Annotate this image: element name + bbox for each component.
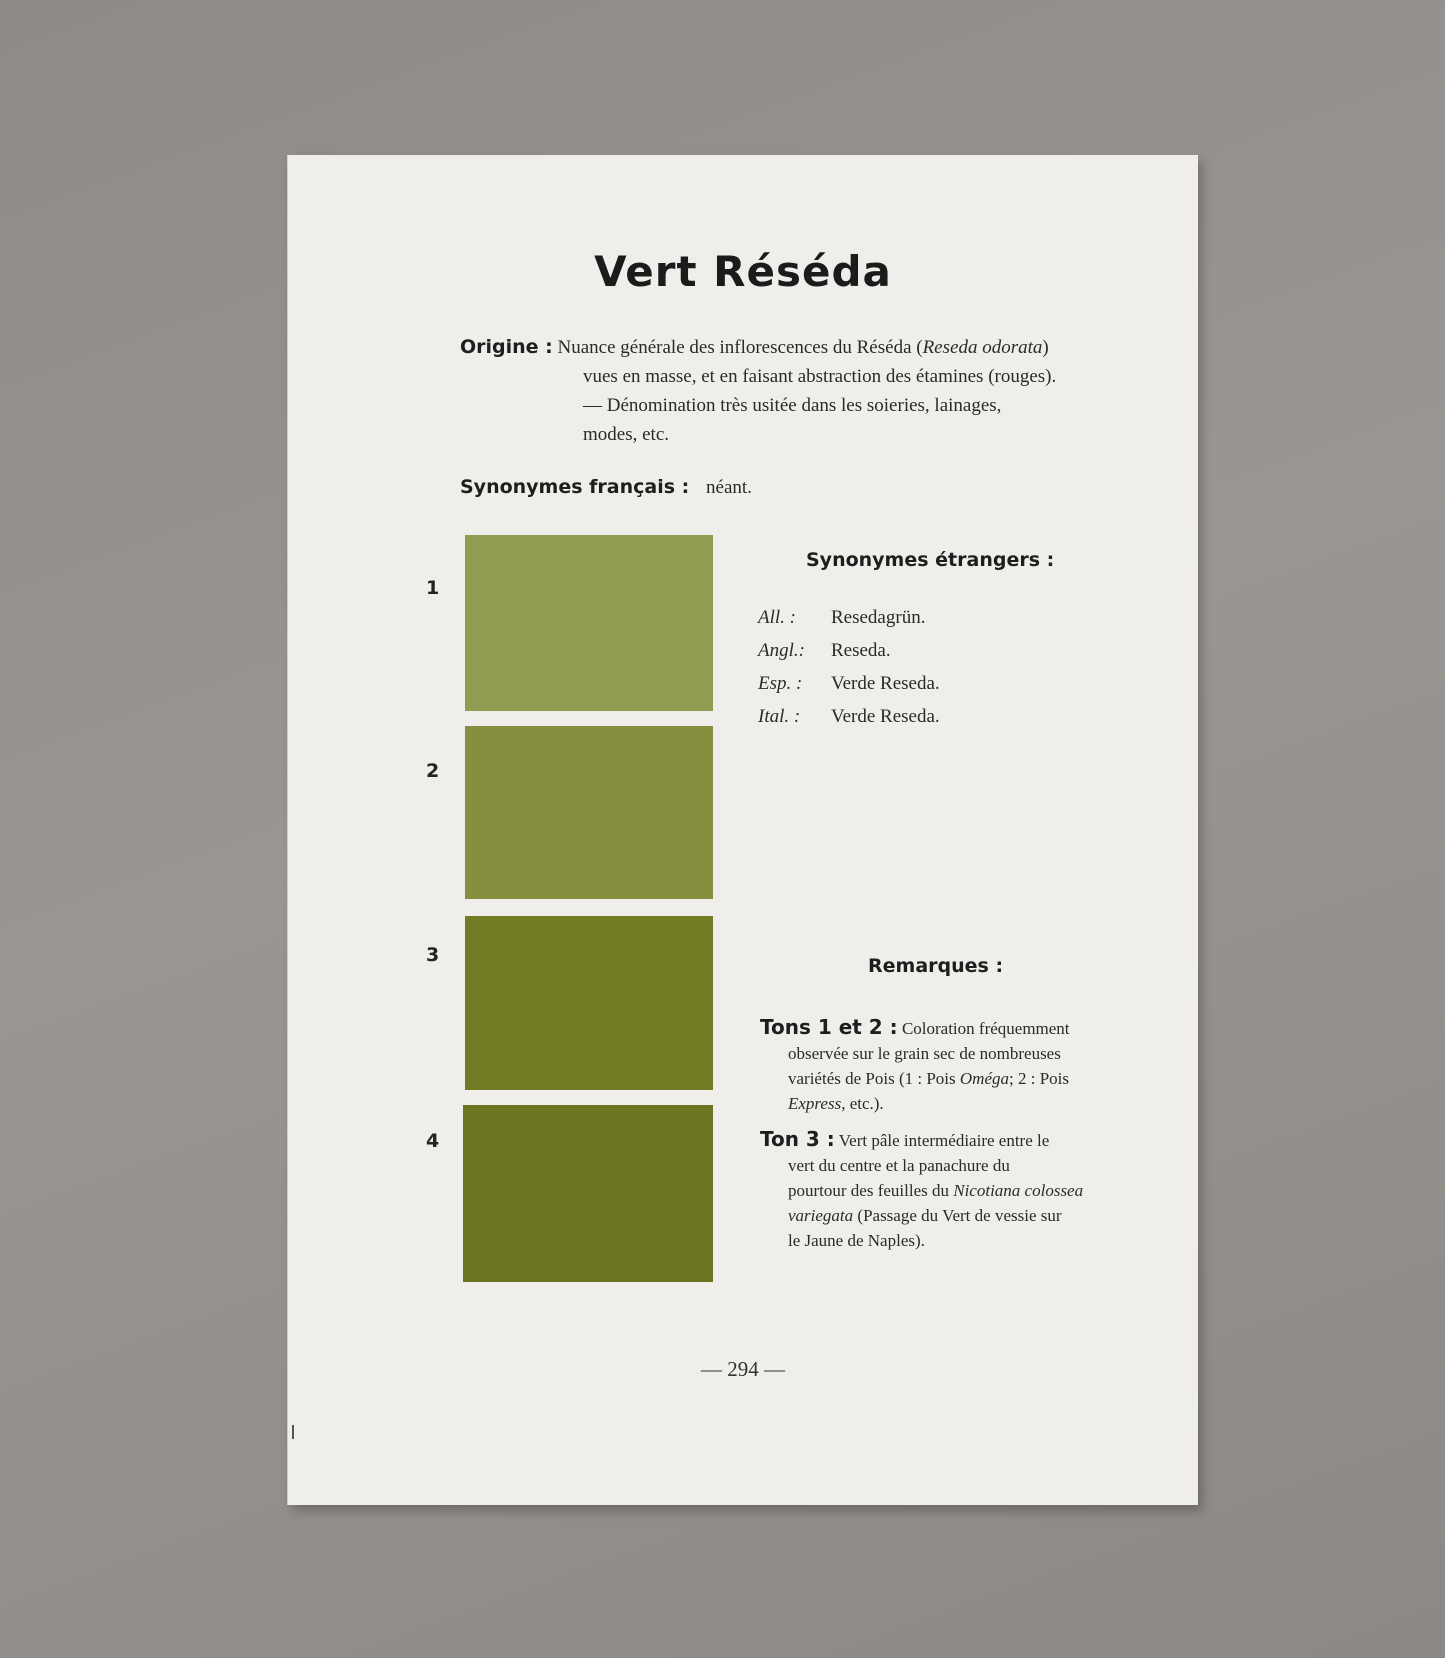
synonymes-etrangers-label: Synonymes étrangers : [806,549,1055,571]
note-species: variegata [788,1206,854,1225]
note-text: , etc.). [841,1094,884,1113]
note-text: variétés de Pois (1 : Pois [788,1069,960,1088]
origine-line-1 [460,333,1049,362]
page-title: Vert Réséda [594,247,892,296]
origine-line-2: vues en masse, et en faisant abstraction des étamines (rouges). [583,366,1057,387]
page-sheet [288,155,1198,1505]
synonymes-francais [460,473,752,502]
note-text: pourtour des feuilles du [788,1181,954,1200]
note-ton-3 [760,1127,1110,1253]
color-swatch-2 [465,726,713,899]
synonym-value: Verde Reseda. [831,706,940,727]
note-text: (Passage du Vert de vessie sur [853,1206,1062,1225]
note-species: Nicotiana colossea [953,1181,1084,1200]
swatch-number-2: 2 [426,760,440,782]
page-number: — 294 — [701,1357,785,1381]
swatch-number-4: 4 [426,1130,440,1152]
swatch-number-1: 1 [426,577,440,599]
list-item [758,607,940,640]
list-item [758,673,940,706]
list-item [758,640,940,673]
origine-text-end: ) [1042,337,1049,358]
color-swatch-1 [465,535,713,711]
note-tons-1-2-label: Tons 1 et 2 : [760,1015,898,1039]
synonym-value: Resedagrün. [831,607,926,628]
language-abbr: All. : [758,607,796,628]
note-tons-1-2 [760,1015,1110,1116]
origine-line-3: — Dénomination très usitée dans les soieries, lainages, [583,395,1002,416]
synonymes-francais-value: néant. [706,477,752,498]
language-abbr: Angl.: [758,640,805,661]
origine-line-4: modes, etc. [583,424,670,445]
language-abbr: Ital. : [758,706,801,727]
note-text: le Jaune de Naples). [788,1231,925,1250]
origine-text: Nuance générale des inflorescences du Réséda ( [557,337,923,358]
color-swatch-3 [465,916,713,1090]
list-item [758,706,940,739]
note-text: Coloration fréquemment [901,1019,1070,1038]
note-text: observée sur le grain sec de nombreuses [788,1044,1061,1063]
origine-label: Origine : [460,336,553,358]
note-variety: Express [788,1094,842,1113]
note-text: vert du centre et la panachure du [788,1156,1010,1175]
color-swatch-4 [463,1105,713,1282]
note-ton-3-label: Ton 3 : [760,1127,835,1151]
note-variety: Oméga [959,1069,1009,1088]
synonymes-etrangers-list [758,607,940,739]
origine-species: Reseda odorata [922,337,1043,358]
note-text: ; 2 : Pois [1009,1069,1069,1088]
swatch-number-3: 3 [426,944,440,966]
language-abbr: Esp. : [758,673,803,694]
remarques-label: Remarques : [868,955,1004,977]
note-text: Vert pâle intermédiaire entre le [838,1131,1050,1150]
synonym-value: Reseda. [831,640,891,661]
ink-mark [292,1425,294,1439]
synonym-value: Verde Reseda. [831,673,940,694]
synonymes-francais-label: Synonymes français : [460,476,690,498]
